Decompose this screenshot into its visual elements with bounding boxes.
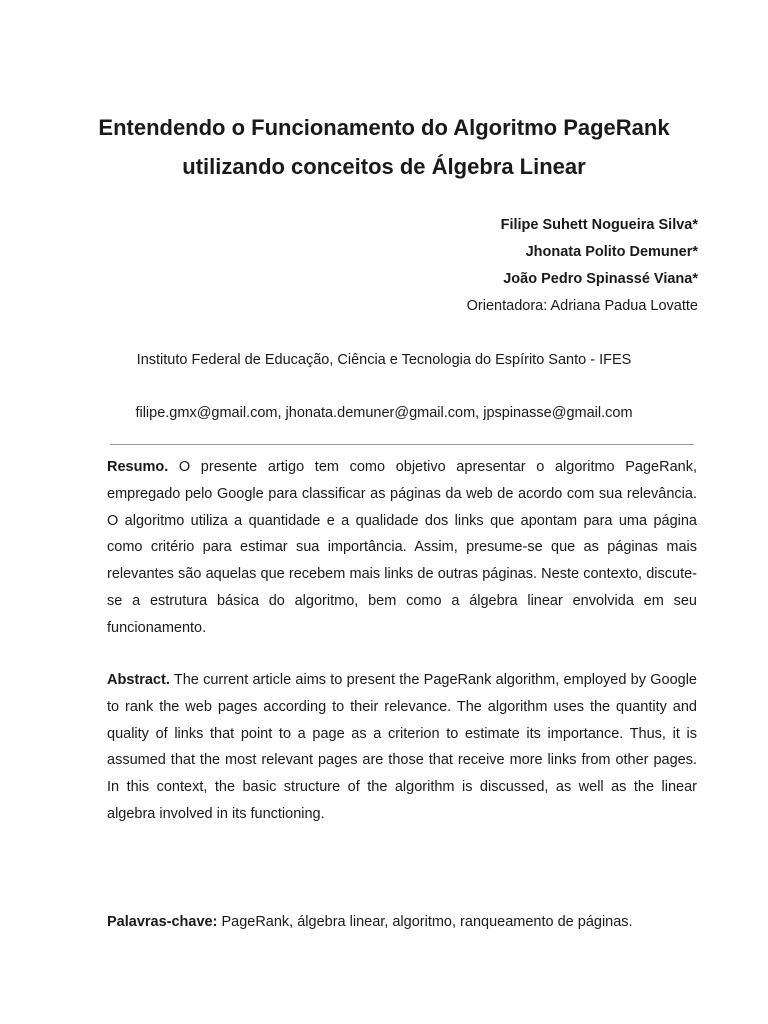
keywords-paragraph	[107, 909, 707, 935]
resumo-text: O presente artigo tem como objetivo apresentar o algoritmo PageRank, empregado pelo Google para classificar as páginas da web de acordo com sua relevância. O algoritmo utiliza a quantidade e a qualidade dos links que apontam para uma página como critério para estimar sua importância. Assim, presume-se que as páginas mais relevantes são aquelas que recebem mais links de outras páginas. Neste contexto, discute-se a estrutura básica do algoritmo, bem como a álgebra linear envolvida em seu funcionamento.	[107, 459, 697, 636]
author-name: Jhonata Polito Demuner*	[525, 244, 698, 260]
author-name: João Pedro Spinassé Viana*	[503, 271, 698, 287]
resumo-label: Resumo.	[107, 459, 169, 475]
resumo-paragraph	[107, 454, 697, 642]
abstract-label: Abstract.	[107, 672, 170, 688]
keywords-label: Palavras-chave:	[107, 914, 218, 930]
section-divider	[110, 444, 694, 445]
title-line-2: utilizando conceitos de Álgebra Linear	[182, 154, 586, 179]
paper-title	[60, 108, 708, 186]
title-line-1: Entendendo o Funcionamento do Algoritmo PageRank	[98, 115, 670, 140]
abstract-paragraph	[107, 667, 697, 828]
abstract-text: The current article aims to present the PageRank algorithm, employed by Google to rank the web pages according to their relevance. The algorithm uses the quantity and quality of links that point to a page as a criterion to estimate its importance. Thus, it is assumed that the most relevant pages are those that receive more links from other pages. In this context, the basic structure of the algorithm is discussed, as well as the linear algebra involved in its functioning.	[107, 672, 697, 822]
author-name: Filipe Suhett Nogueira Silva*	[500, 217, 698, 233]
institution-affiliation: Instituto Federal de Educação, Ciência e Tecnologia do Espírito Santo - IFES	[136, 352, 632, 368]
author-block	[467, 212, 698, 320]
author-emails: filipe.gmx@gmail.com, jhonata.demuner@gmail.com, jpspinasse@gmail.com	[135, 405, 633, 421]
advisor-name: Orientadora: Adriana Padua Lovatte	[466, 298, 698, 314]
keywords-text: PageRank, álgebra linear, algoritmo, ranqueamento de páginas.	[217, 914, 633, 930]
